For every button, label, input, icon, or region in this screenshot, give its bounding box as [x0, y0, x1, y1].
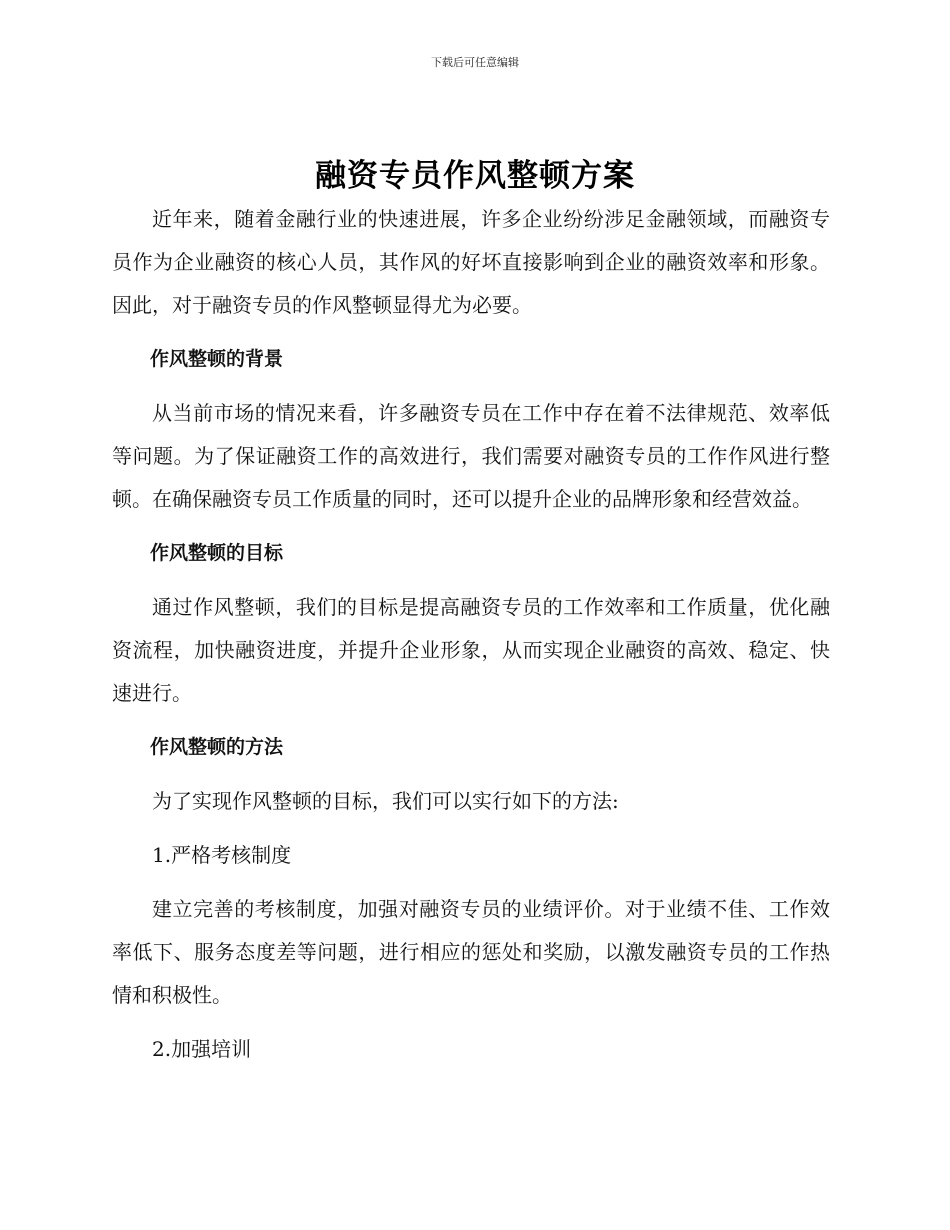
section-heading-background: 作风整顿的背景	[150, 348, 284, 370]
section-paragraph-method: 为了实现作风整顿的目标，我们可以实行如下的方法:	[152, 789, 619, 813]
intro-paragraph: 近年来，随着金融行业的快速进展，许多企业纷纷涉足金融领域，而融资专员作为企业融资的核心人员，其作风的好坏直接影响到企业的融资效率和形象。因此，对于融资专员的作风整顿显得尤为必要。	[112, 207, 830, 317]
header-note: 下载后可任意编辑	[431, 56, 519, 69]
document-title: 融资专员作风整顿方案	[315, 158, 635, 194]
section-heading-method: 作风整顿的方法	[150, 736, 284, 758]
section-heading-goal: 作风整顿的目标	[150, 542, 284, 564]
document-body	[112, 198, 830, 1071]
item-label-assessment: 1.严格考核制度	[152, 843, 292, 867]
item-paragraph-assessment: 建立完善的考核制度，加强对融资专员的业绩评价。对于业绩不佳、工作效率低下、服务态度差等问题，进行相应的惩处和奖励，以激发融资专员的工作热情和积极性。	[112, 897, 830, 1007]
item-label-training: 2.加强培训	[152, 1037, 252, 1061]
section-paragraph-background: 从当前市场的情况来看，许多融资专员在工作中存在着不法律规范、效率低等问题。为了保证融资工作的高效进行，我们需要对融资专员的工作作风进行整顿。在确保融资专员工作质量的同时，还可以提升企业的品牌形象和经营效益。	[112, 401, 830, 511]
section-paragraph-goal: 通过作风整顿，我们的目标是提高融资专员的工作效率和工作质量，优化融资流程，加快融资进度，并提升企业形象，从而实现企业融资的高效、稳定、快速进行。	[112, 595, 830, 705]
